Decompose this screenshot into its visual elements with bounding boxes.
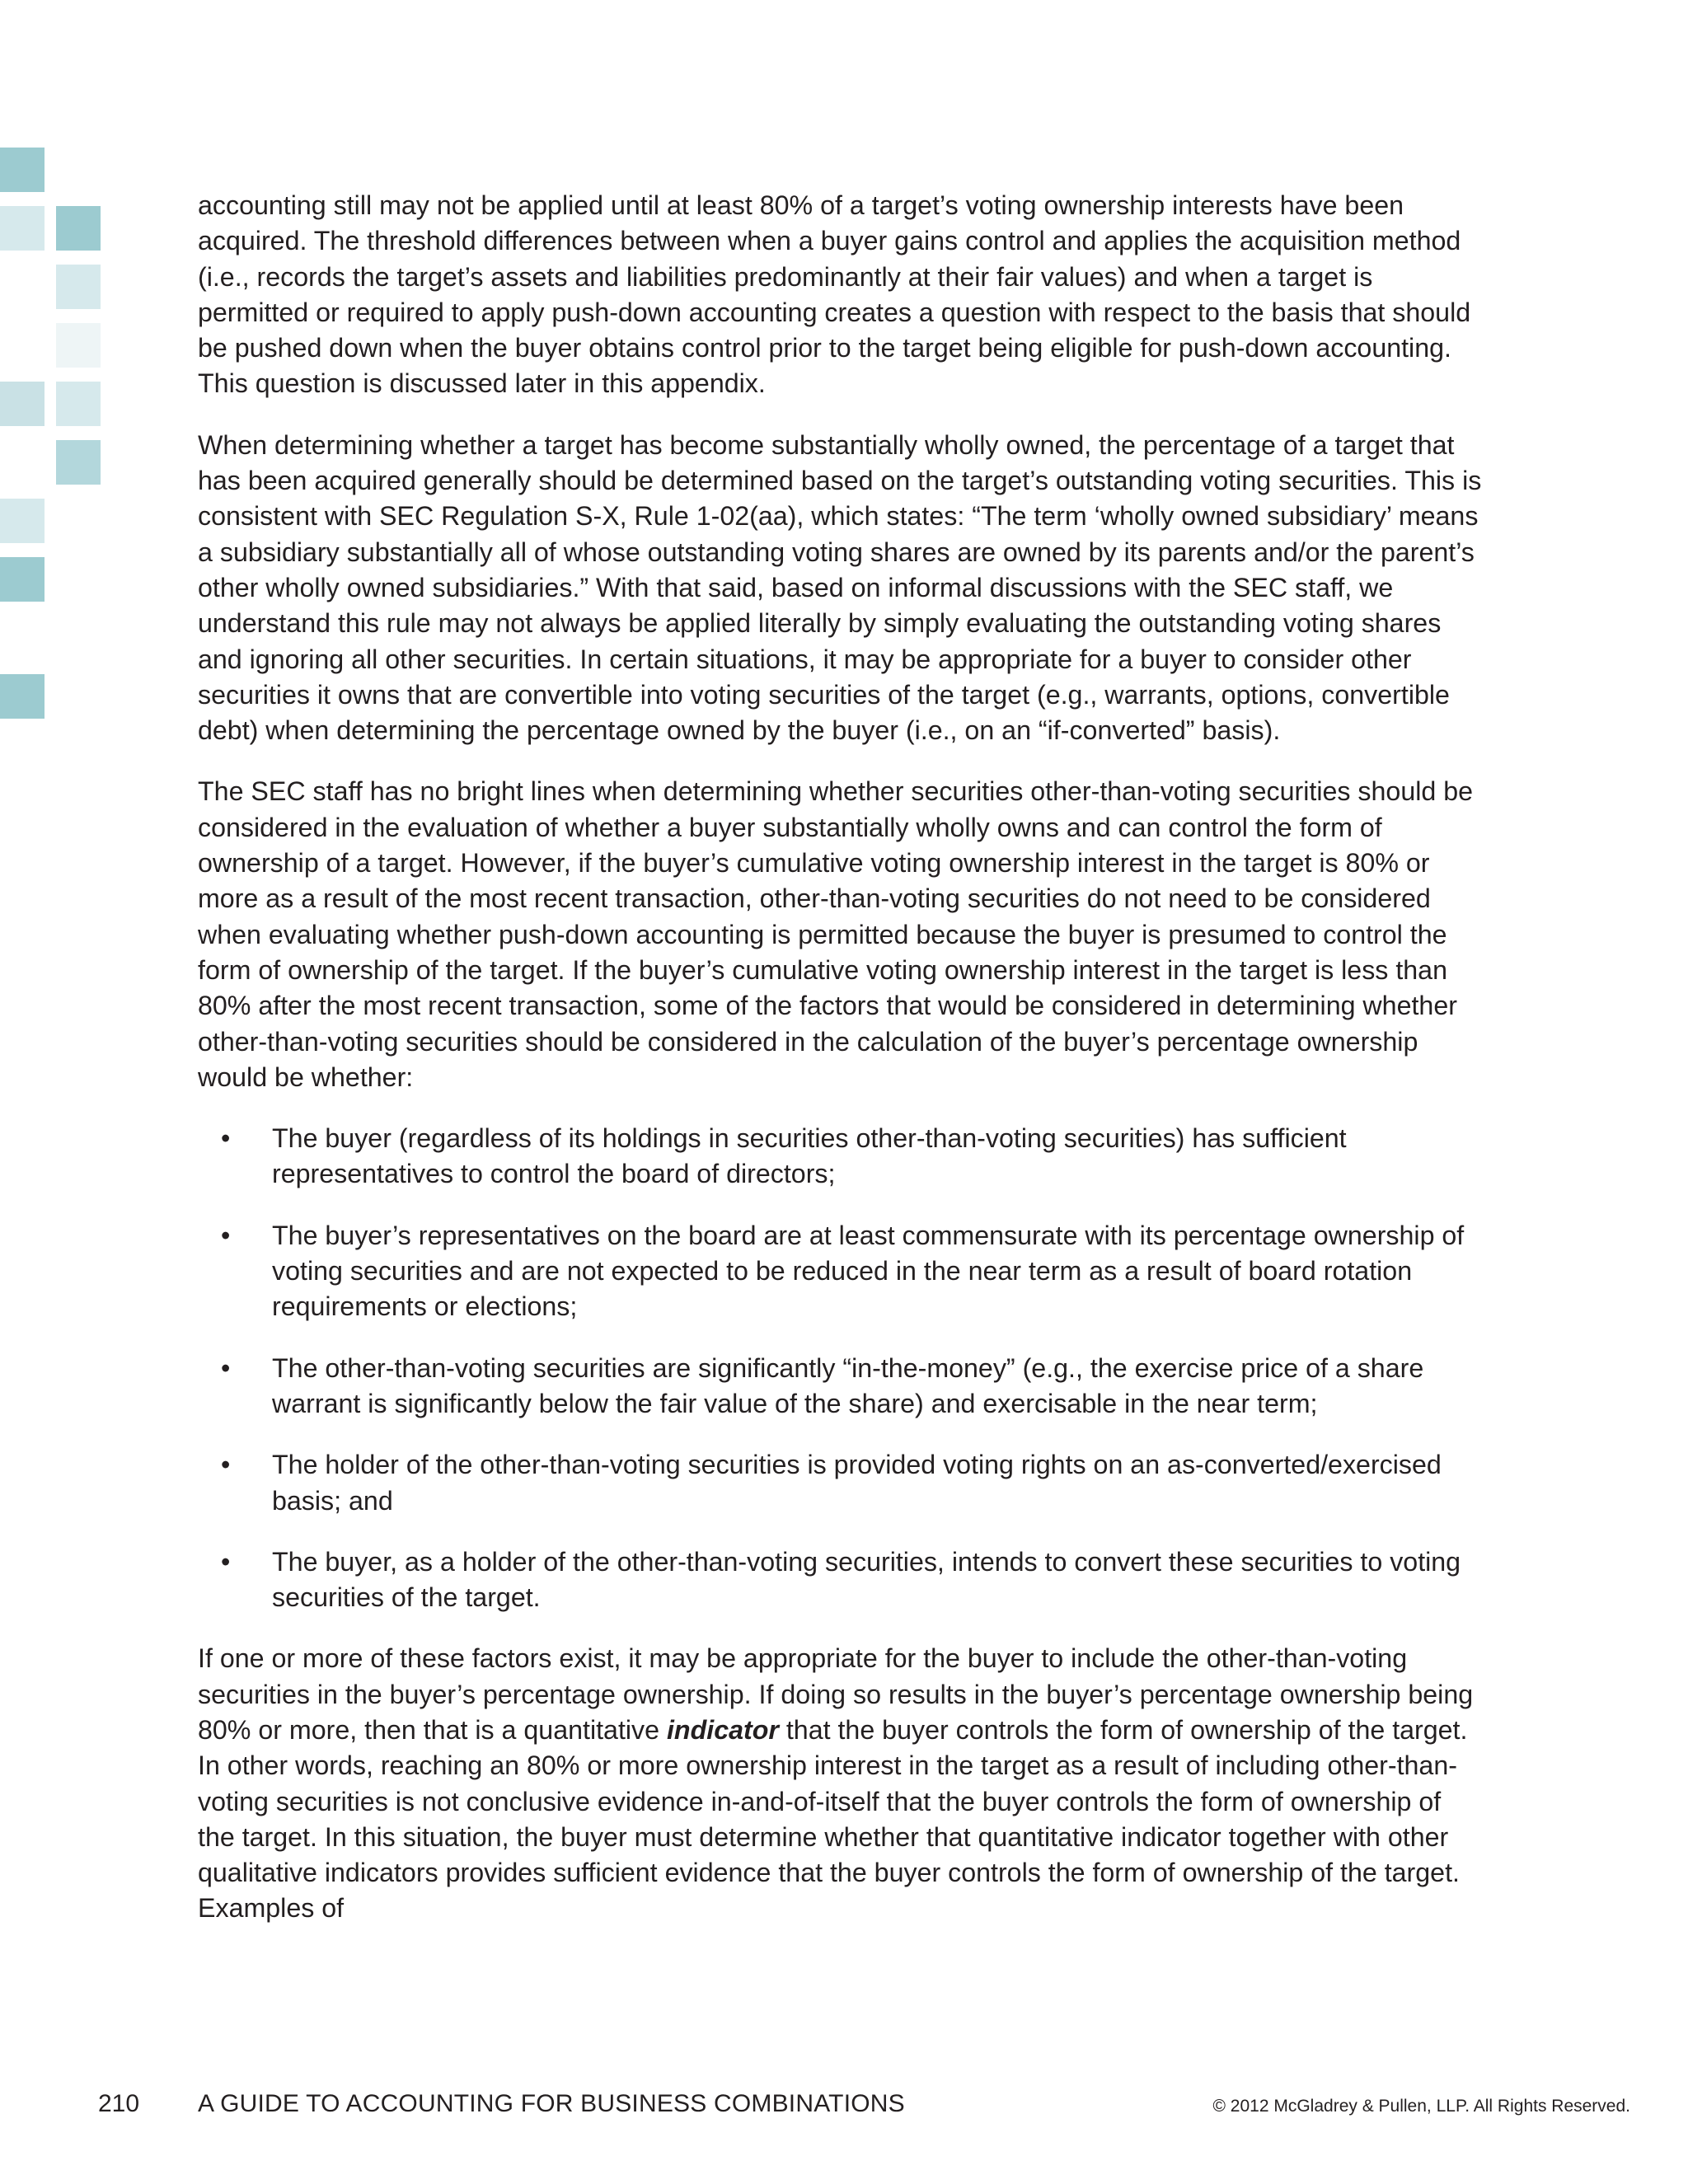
bullet-marker: • [221, 1450, 231, 1480]
deco-square [0, 382, 45, 426]
deco-square [0, 557, 45, 602]
deco-square [0, 206, 45, 251]
list-item-text: The buyer’s representatives on the board are at least commensurate with its percentage ownership of voting securities and are not expected to be reduced in the near term as a result of board rotation requirements or elections; [272, 1220, 1465, 1322]
bullet-marker: • [221, 1546, 231, 1577]
final-paragraph-rest: that the buyer controls the form of ownership of the target. In other words, reaching an 80% or more ownership interest in the target as a result of including other-than-voting securities is not conclusive evidence in-and-of-itself that the buyer controls the form of ownership of the target. In this situation, the buyer must determine whether that quantitative indicator together with other qualitative indicators provides sufficient evidence that the buyer controls the form of ownership of the target. Examples of [198, 1714, 1468, 1924]
deco-square [56, 206, 101, 251]
page-footer [0, 2090, 1688, 2131]
deco-square [56, 323, 101, 368]
final-paragraph-lead: If one or more of these factors exist, it may be appropriate for the buyer to include the other-than-voting securities in the buyer’s percentage ownership. If doing so results in the buyer’s percentage ownership being 80% or more, then that is a quantitative [198, 1643, 1474, 1745]
decorative-square-pattern [0, 0, 107, 742]
emphasized-term: indicator [666, 1714, 779, 1745]
document-body [198, 188, 1484, 1952]
deco-square [0, 499, 45, 543]
deco-square [56, 265, 101, 309]
list-item-text: The buyer, as a holder of the other-than-voting securities, intends to convert these securities to voting securities of the target. [272, 1546, 1461, 1613]
copyright-notice: © 2012 McGladrey & Pullen, LLP. All Rights Reserved. [1212, 2097, 1630, 2116]
list-item-text: The other-than-voting securities are significantly “in-the-money” (e.g., the exercise price of a share warrant is significantly below the fair value of the share) and exercisable in the near term; [272, 1352, 1424, 1418]
body-paragraph: When determining whether a target has become substantially wholly owned, the percentage of a target that has been acquired generally should be determined based on the target’s outstanding voting securities. This is consistent with SEC Regulation S-X, Rule 1-02(aa), which states: “The term ‘wholly owned subsidiary’ means a subsidiary substantially all of whose outstanding voting shares are owned by its parents and/or the parent’s other wholly owned subsidiaries.” With that said, based on informal discussions with the SEC staff, we understand this rule may not always be applied literally by simply evaluating the outstanding voting shares and ignoring all other securities. In certain situations, it may be appropriate for a buyer to consider other securities it owns that are convertible into voting securities of the target (e.g., warrants, options, convertible debt) when determining the percentage owned by the buyer (i.e., on an “if-converted” basis). [198, 429, 1482, 746]
page-number: 210 [98, 2090, 140, 2117]
list-item-text: The holder of the other-than-voting securities is provided voting rights on an as-converted/exercised basis; and [272, 1450, 1442, 1516]
body-paragraph: The SEC staff has no bright lines when determining whether securities other-than-voting securities should be considered in the evaluation of whether a buyer substantially wholly owns and can control the form of ownership of a target. However, if the buyer’s cumulative voting ownership interest in the target is 80% or more as a result of the most recent transaction, other-than-voting securities do not need to be considered when evaluating whether push-down accounting is permitted because the buyer is presumed to control the form of ownership of the target. If the buyer’s cumulative voting ownership interest in the target is less than 80% after the most recent transaction, some of the factors that would be considered in determining whether other-than-voting securities should be considered in the calculation of the buyer’s percentage ownership would be whether: [198, 776, 1474, 1092]
footer-title: A GUIDE TO ACCOUNTING FOR BUSINESS COMBINATIONS [198, 2090, 905, 2117]
deco-square [56, 382, 101, 426]
body-paragraph: accounting still may not be applied until at least 80% of a target’s voting ownership interests have been acquired. The threshold differences between when a buyer gains control and applies the acquisition method (i.e., records the target’s assets and liabilities predominantly at their fair values) and when a target is permitted or required to apply push-down accounting creates a question with respect to the basis that should be pushed down when the buyer obtains control prior to the target being eligible for push-down accounting. This question is discussed later in this appendix. [198, 190, 1471, 399]
bullet-marker: • [221, 1352, 231, 1383]
list-item [198, 1121, 1484, 1193]
list-item [198, 1218, 1484, 1325]
deco-square [56, 440, 101, 485]
body-paragraph-final [198, 1641, 1484, 1926]
list-item [198, 1351, 1484, 1422]
list-item [198, 1544, 1484, 1616]
bullet-marker: • [221, 1123, 231, 1154]
deco-square [0, 674, 45, 719]
factor-list [198, 1121, 1484, 1615]
bullet-marker: • [221, 1220, 231, 1250]
deco-square [0, 148, 45, 192]
list-item [198, 1447, 1484, 1519]
list-item-text: The buyer (regardless of its holdings in securities other-than-voting securities) has sufficient representatives to control the board of directors; [272, 1123, 1347, 1189]
